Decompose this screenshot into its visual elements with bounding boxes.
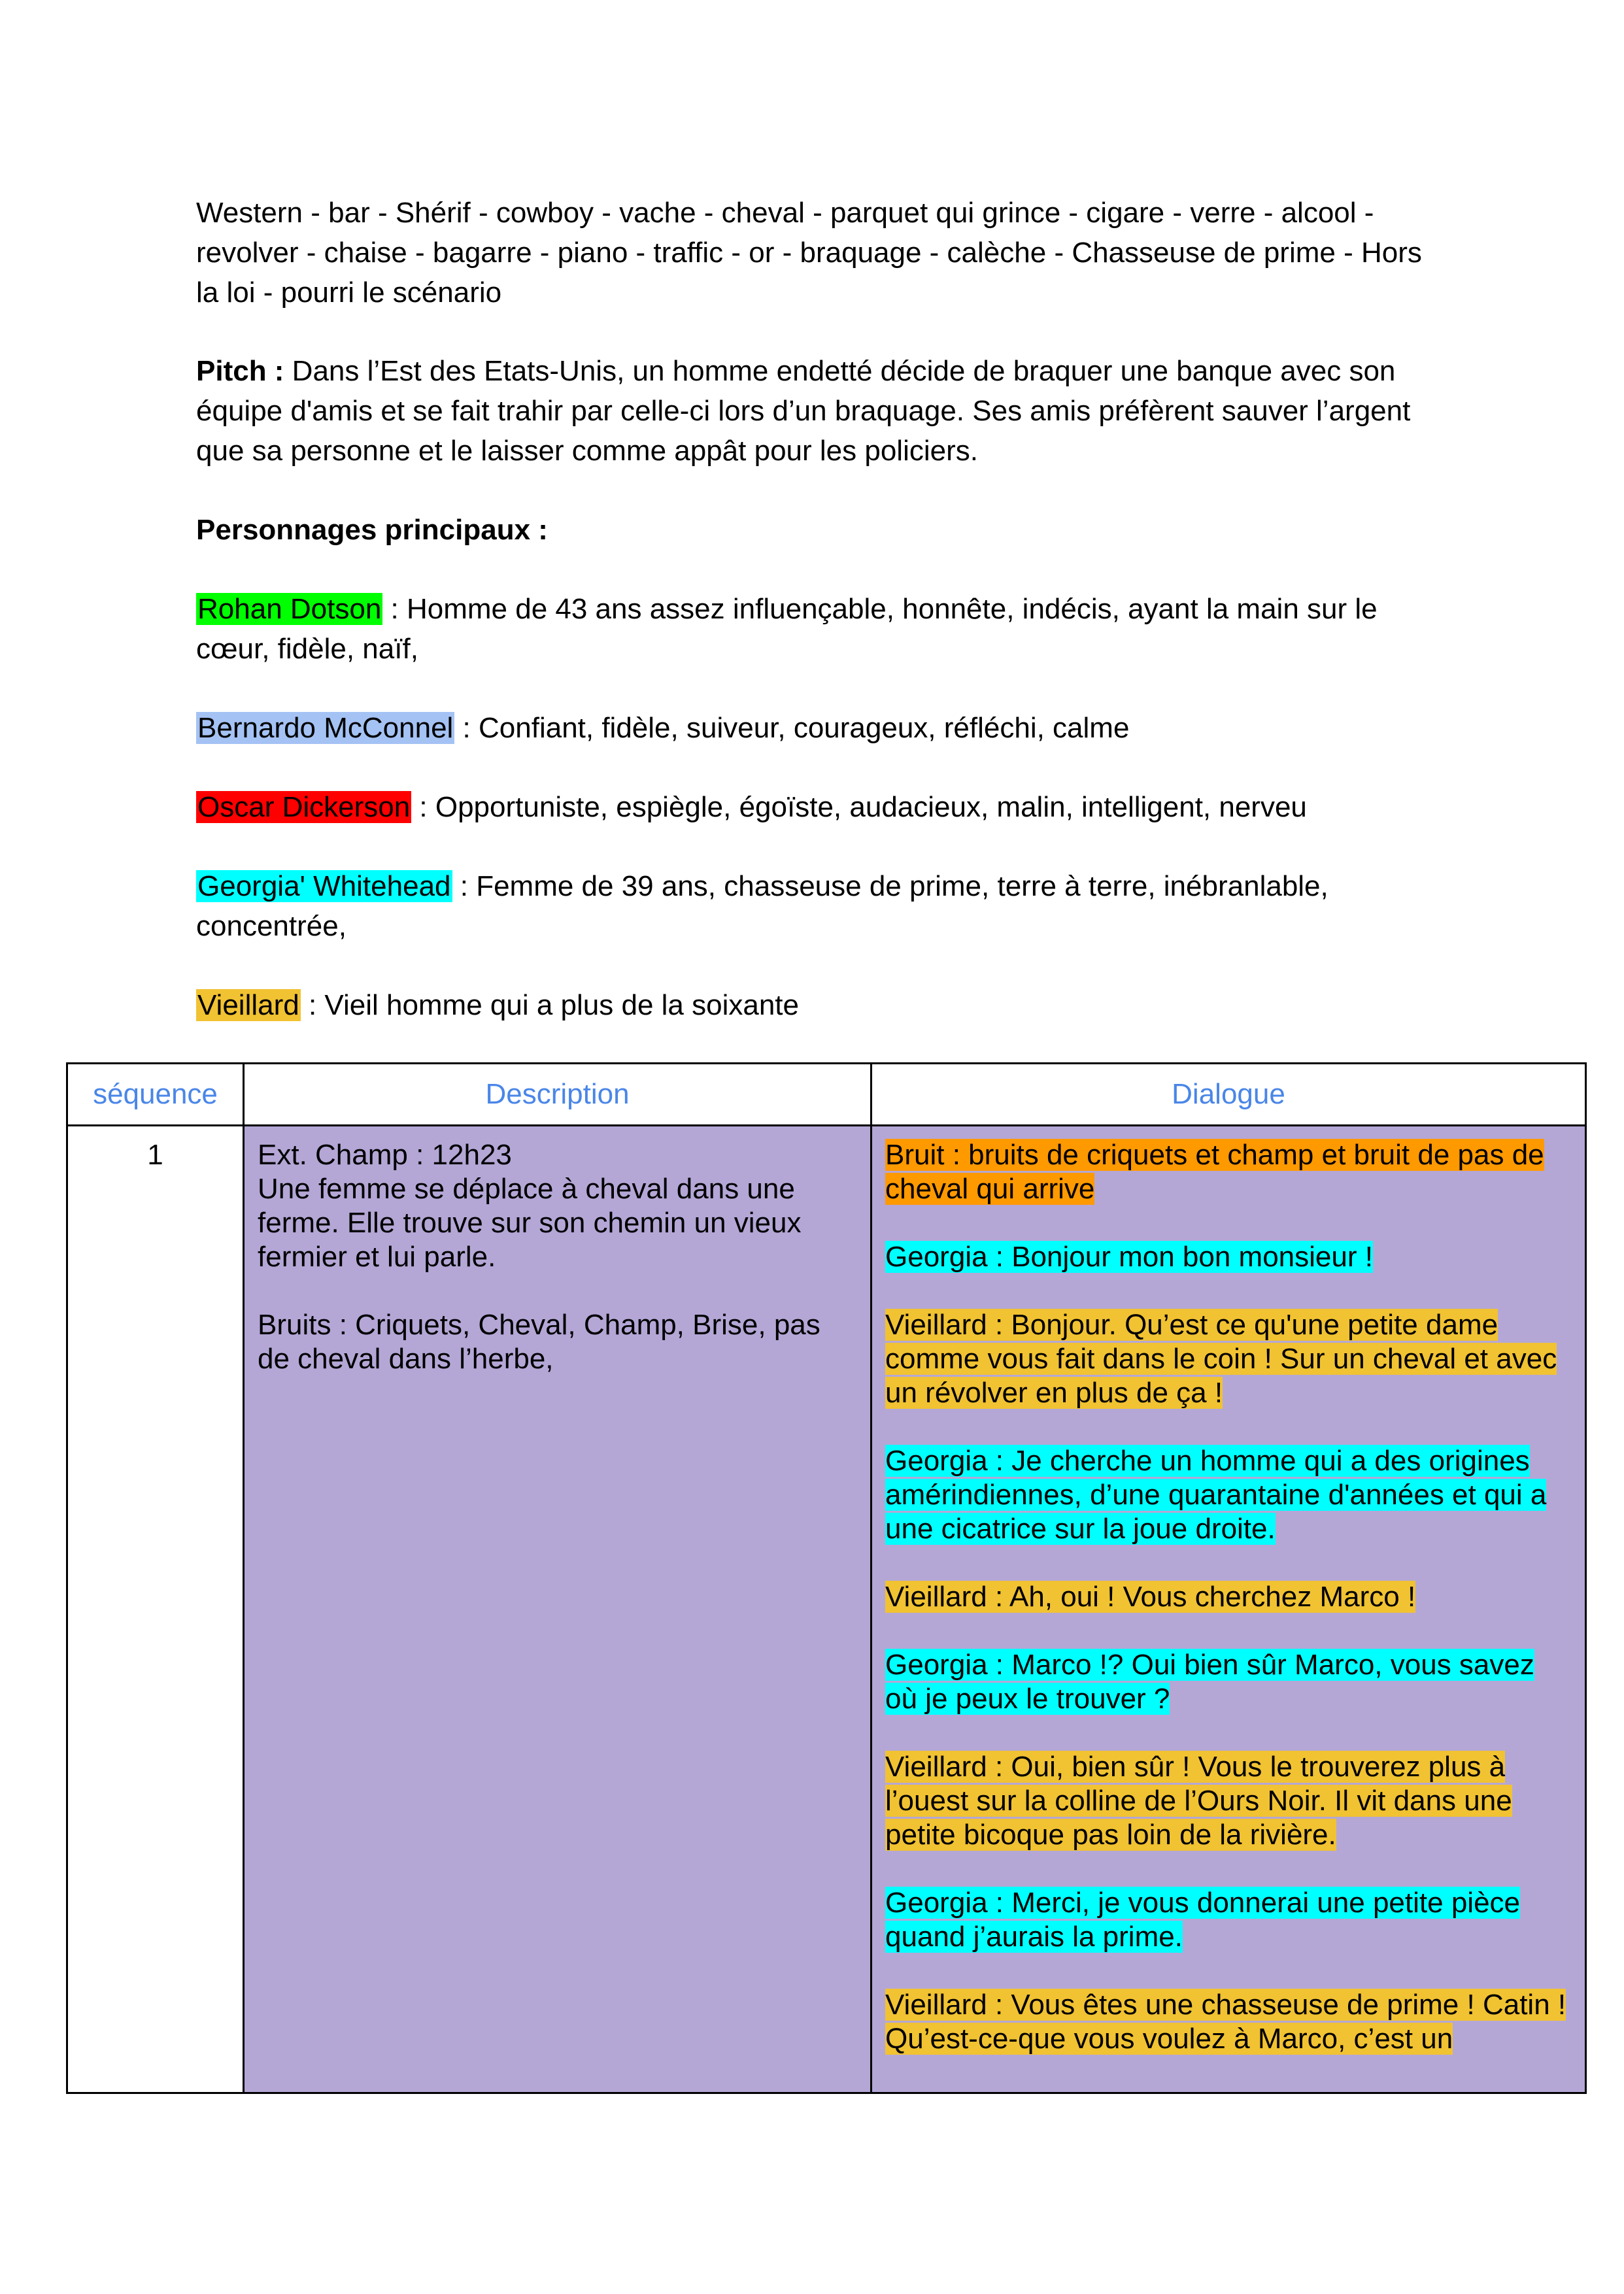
character-georgia [196, 866, 1438, 946]
character-desc: : Homme de 43 ans assez influençable, honnête, indécis, ayant la main sur le cœur, fidèle, naïf, [196, 593, 1378, 665]
character-rohan [196, 589, 1438, 669]
character-name: Georgia' Whitehead [197, 870, 451, 902]
character-name: Bernardo McConnel [197, 712, 454, 744]
description-sounds: Bruits : Criquets, Cheval, Champ, Brise, pas de cheval dans l’herbe, [258, 1309, 820, 1375]
character-name: Rohan Dotson [197, 593, 382, 625]
description-cell [244, 1126, 871, 2093]
dialogue-line: Bruit : bruits de criquets et champ et bruit de pas de cheval qui arrive [885, 1139, 1544, 1205]
scene-table [66, 1062, 1587, 2094]
character-bernardo [196, 708, 1438, 748]
description-location: Ext. Champ : 12h23 [258, 1139, 512, 1171]
character-oscar [196, 787, 1438, 827]
character-name: Vieillard [197, 989, 299, 1021]
characters-heading: Personnages principaux : [196, 514, 548, 546]
dialogue-cell [871, 1126, 1586, 2093]
dialogue-line: Georgia : Je cherche un homme qui a des origines amérindiennes, d’une quarantaine d'années et qui a une cicatrice sur la joue droite. [885, 1445, 1547, 1545]
header-dialogue: Dialogue [871, 1064, 1586, 1126]
character-vieillard [196, 985, 1438, 1025]
pitch-text: Dans l’Est des Etats-Unis, un homme endetté décide de braquer une banque avec son équipe d'amis et se fait trahir par celle-ci lors d’un braquage. Ses amis préfèrent sauver l’argent que sa personne et le laisser comme appât pour les policiers. [196, 355, 1411, 467]
header-sequence: séquence [67, 1064, 244, 1126]
dialogue-line: Vieillard : Bonjour. Qu’est ce qu'une petite dame comme vous fait dans le coin ! Sur un cheval et avec un révolver en plus de ça ! [885, 1309, 1557, 1409]
pitch-label: Pitch : [196, 355, 284, 387]
character-desc: : Opportuniste, espiègle, égoïste, audacieux, malin, intelligent, nerveu [411, 791, 1307, 823]
dialogue-line: Vieillard : Vous êtes une chasseuse de prime ! Catin ! Qu’est-ce-que vous voulez à Marco, c’est un [885, 1989, 1566, 2055]
description-action: Une femme se déplace à cheval dans une ferme. Elle trouve sur son chemin un vieux fermier et lui parle. [258, 1173, 802, 1273]
table-header-row [67, 1064, 1586, 1126]
keywords-text: Western - bar - Shérif - cowboy - vache - cheval - parquet qui grince - cigare - verre - alcool - revolver - chaise - bagarre - piano - traffic - or - braquage - calèche - Chasseuse de prime - Hors la loi - pourri le scénario [196, 197, 1422, 309]
dialogue-line: Vieillard : Ah, oui ! Vous cherchez Marco ! [885, 1581, 1416, 1613]
character-name: Oscar Dickerson [197, 791, 411, 823]
sequence-cell: 1 [67, 1126, 244, 2093]
character-desc: : Femme de 39 ans, chasseuse de prime, terre à terre, inébranlable, concentrée, [196, 870, 1328, 942]
pitch-paragraph [196, 351, 1438, 471]
dialogue-line: Georgia : Merci, je vous donnerai une petite pièce quand j’aurais la prime. [885, 1887, 1521, 1953]
keywords-paragraph [196, 193, 1438, 312]
table-row [67, 1126, 1586, 2093]
dialogue-line: Vieillard : Oui, bien sûr ! Vous le trouverez plus à l’ouest sur la colline de l’Ours Noir. Il vit dans une petite bicoque pas loin de la rivière. [885, 1751, 1512, 1851]
dialogue-line: Georgia : Bonjour mon bon monsieur ! [885, 1241, 1373, 1273]
character-desc: : Vieil homme qui a plus de la soixante [300, 989, 800, 1021]
dialogue-line: Georgia : Marco !? Oui bien sûr Marco, vous savez où je peux le trouver ? [885, 1649, 1534, 1715]
header-description: Description [244, 1064, 871, 1126]
character-desc: : Confiant, fidèle, suiveur, courageux, réfléchi, calme [454, 712, 1130, 744]
